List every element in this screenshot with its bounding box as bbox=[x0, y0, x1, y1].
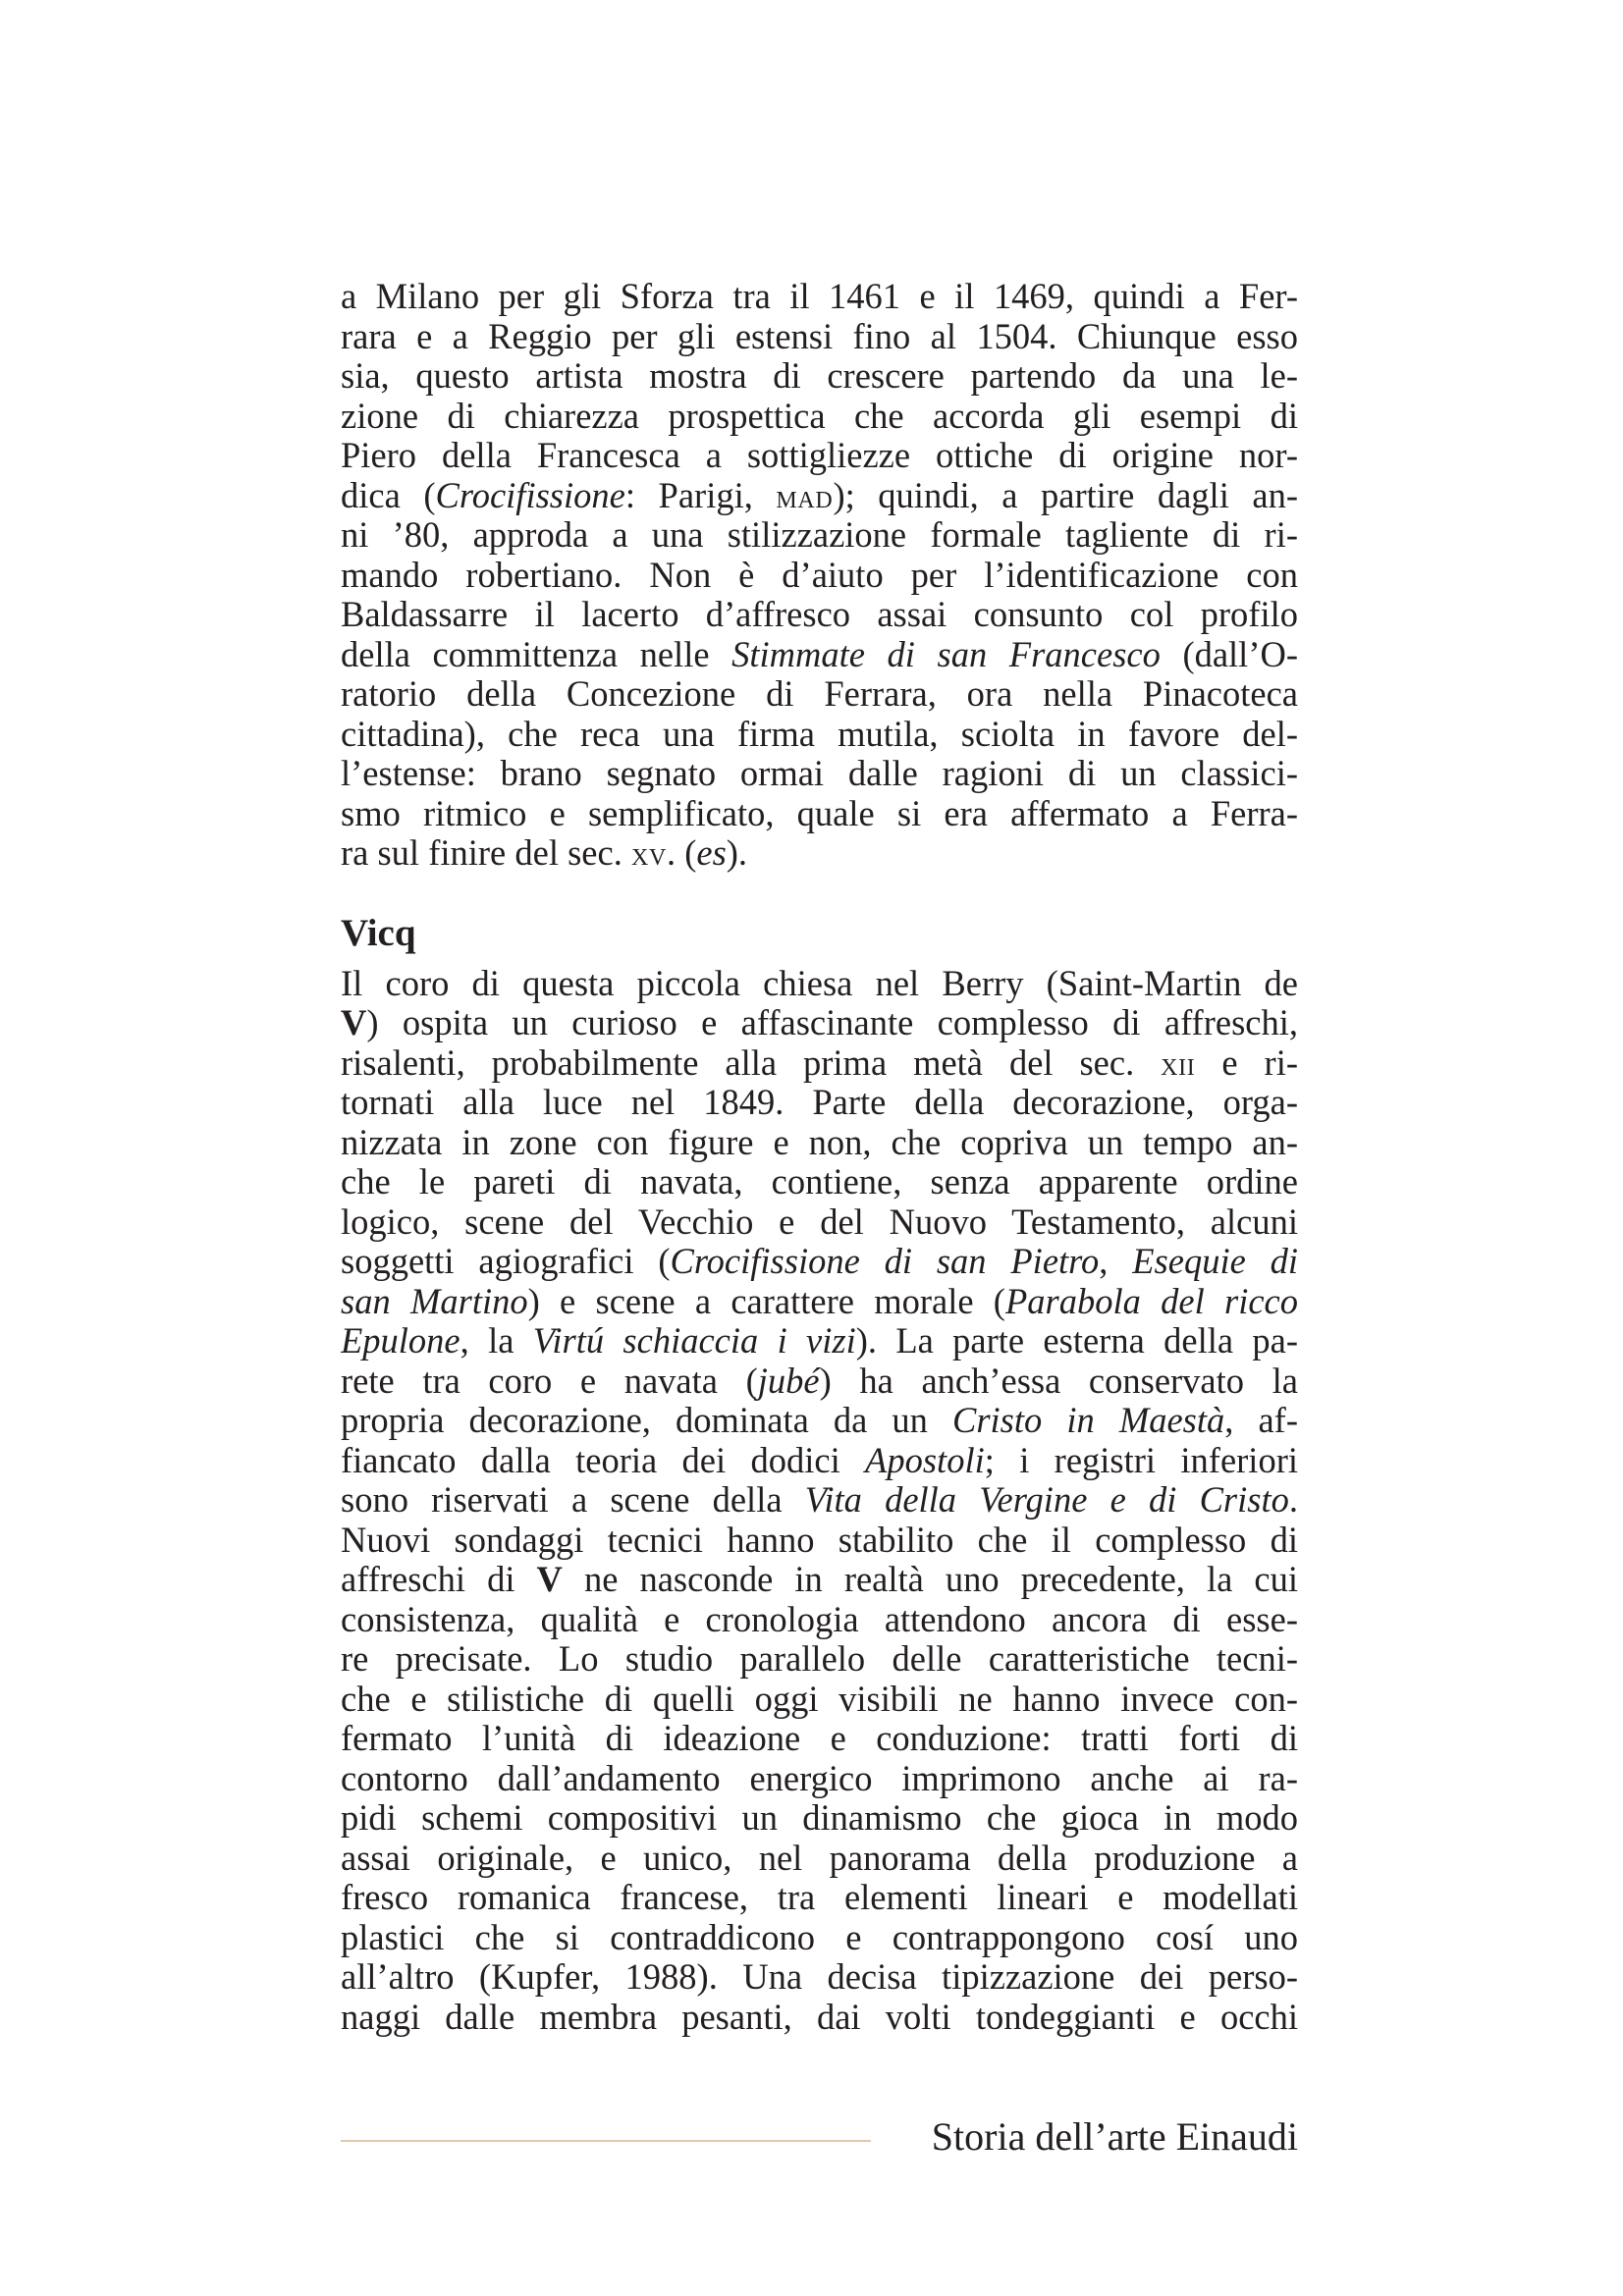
text-line: ratorio della Concezione di Ferrara, ora nella Pinacoteca bbox=[341, 674, 1298, 714]
text-run: soggetti agiografici ( bbox=[341, 1242, 671, 1281]
text-line: cittadina), che reca una firma mutila, sciolta in favore del- bbox=[341, 714, 1298, 754]
text-line: zione di chiarezza prospettica che accorda gli esempi di bbox=[341, 396, 1298, 436]
artwork-title: Crocifissione di san Pietro bbox=[670, 1242, 1100, 1281]
museum-abbreviation: mad bbox=[776, 478, 834, 515]
footer-publication-title: Storia dell’arte Einaudi bbox=[931, 2114, 1298, 2159]
text-run: della committenza nelle bbox=[341, 634, 732, 674]
author-initials: es bbox=[696, 833, 727, 873]
text-line: fermato l’unità di ideazione e conduzione: tratti forti di bbox=[341, 1719, 1298, 1758]
text-run: ) ospita un curioso e affascinante complesso di affreschi, bbox=[366, 1003, 1298, 1042]
entry-abbreviation: V bbox=[536, 1560, 563, 1599]
text-line: rara e a Reggio per gli estensi fino al 1504. Chiunque esso bbox=[341, 316, 1298, 356]
text-line: nizzata in zone con figure e non, che copriva un tempo an- bbox=[341, 1122, 1298, 1162]
text-line: Piero della Francesca a sottigliezze ottiche di origine nor- bbox=[341, 436, 1298, 475]
text-run: , af- bbox=[1224, 1401, 1298, 1440]
century-numeral: xv bbox=[630, 836, 667, 873]
text-run: e ri- bbox=[1195, 1042, 1298, 1083]
text-column bbox=[341, 277, 1298, 2037]
term: jubé bbox=[757, 1361, 820, 1401]
text-line bbox=[341, 1560, 1298, 1600]
text-line: che e stilistiche di quelli oggi visibili ne hanno invece con- bbox=[341, 1679, 1298, 1719]
text-line bbox=[341, 1282, 1298, 1322]
text-line: all’altro (Kupfer, 1988). Una decisa tipizzazione dei perso- bbox=[341, 1957, 1298, 1997]
artwork-title: Crocifissione bbox=[435, 475, 625, 515]
text-run: rete tra coro e navata ( bbox=[341, 1361, 758, 1401]
text-run: . ( bbox=[666, 833, 697, 873]
text-run: ; i registri inferiori bbox=[984, 1440, 1298, 1480]
text-run: , bbox=[1099, 1242, 1133, 1281]
text-line bbox=[341, 1321, 1298, 1362]
text-line: Baldassarre il lacerto d’affresco assai consunto col profilo bbox=[341, 595, 1298, 634]
text-run: : Parigi, bbox=[624, 475, 777, 515]
text-line: mando robertiano. Non è d’aiuto per l’identificazione con bbox=[341, 555, 1298, 595]
text-line bbox=[341, 476, 1298, 516]
text-run: ) ha anch’essa conservato la bbox=[819, 1361, 1298, 1401]
text-run: ) e scene a carattere morale ( bbox=[527, 1281, 1005, 1321]
artwork-title: Cristo in Maestà bbox=[951, 1401, 1225, 1440]
text-line: Nuovi sondaggi tecnici hanno stabilito che il complesso di bbox=[341, 1520, 1298, 1560]
entry-abbreviation: V bbox=[341, 1003, 367, 1042]
artwork-title: Virtú schiaccia i vizi bbox=[532, 1321, 856, 1361]
text-run: propria decorazione, dominata da un bbox=[341, 1401, 952, 1440]
text-line: naggi dalle membra pesanti, dai volti tondeggianti e occhi bbox=[341, 1997, 1298, 2037]
text-line bbox=[341, 635, 1298, 675]
artwork-title: Stimmate di san Francesco bbox=[731, 634, 1161, 674]
artwork-title: Vita della Vergine e di Cristo bbox=[804, 1480, 1289, 1520]
text-line: Il coro di questa piccola chiesa nel Berry (Saint-Martin de bbox=[341, 963, 1298, 1003]
footer-rule bbox=[341, 2140, 871, 2142]
entry-vicq bbox=[341, 911, 1298, 2038]
artwork-title: Esequie di bbox=[1132, 1242, 1298, 1281]
text-line bbox=[341, 1362, 1298, 1402]
text-run: ne nasconde in realtà uno precedente, la cui bbox=[562, 1560, 1298, 1599]
text-line bbox=[341, 1003, 1298, 1043]
artwork-title: san Martino bbox=[341, 1281, 528, 1321]
text-run: fiancato dalla teoria dei dodici bbox=[341, 1440, 866, 1480]
text-line: re precisate. Lo studio parallelo delle caratteristiche tecni- bbox=[341, 1639, 1298, 1679]
text-line bbox=[341, 1043, 1298, 1084]
text-run: affreschi di bbox=[341, 1560, 537, 1599]
text-run: (dall’O- bbox=[1160, 634, 1298, 674]
text-run: ). La parte esterna della pa- bbox=[855, 1321, 1298, 1361]
text-line bbox=[341, 1480, 1298, 1521]
text-line: sia, questo artista mostra di crescere partendo da una le- bbox=[341, 356, 1298, 396]
text-line bbox=[341, 1401, 1298, 1441]
artwork-title: Parabola del ricco bbox=[1004, 1281, 1298, 1321]
text-run: dica ( bbox=[341, 475, 436, 515]
text-line: pidi schemi compositivi un dinamismo che gioca in modo bbox=[341, 1798, 1298, 1838]
text-run: ). bbox=[726, 833, 748, 873]
artwork-title: Apostoli bbox=[865, 1440, 985, 1480]
text-line: logico, scene del Vecchio e del Nuovo Testamento, alcuni bbox=[341, 1201, 1298, 1242]
text-run: . bbox=[1288, 1480, 1298, 1520]
text-run: , la bbox=[460, 1321, 533, 1361]
entry-heading: Vicq bbox=[341, 911, 416, 954]
text-run: ra sul finire del sec. bbox=[341, 833, 631, 873]
text-run: risalenti, probabilmente alla prima metà del sec. bbox=[341, 1042, 1162, 1083]
text-line bbox=[341, 833, 1298, 874]
page-footer bbox=[341, 2110, 1298, 2169]
text-line bbox=[341, 1441, 1298, 1481]
text-line: a Milano per gli Sforza tra il 1461 e il 1469, quindi a Fer- bbox=[341, 277, 1298, 316]
text-line: tornati alla luce nel 1849. Parte della decorazione, orga- bbox=[341, 1083, 1298, 1122]
text-line bbox=[341, 1242, 1298, 1282]
century-numeral: xii bbox=[1161, 1045, 1196, 1083]
text-line: ni ’80, approda a una stilizzazione formale tagliente di ri- bbox=[341, 515, 1298, 555]
text-line: contorno dall’andamento energico imprimono anche ai ra- bbox=[341, 1758, 1298, 1798]
text-line: l’estense: brano segnato ormai dalle ragioni di un classici- bbox=[341, 754, 1298, 793]
text-line: fresco romanica francese, tra elementi lineari e modellati bbox=[341, 1878, 1298, 1917]
text-run: ); quindi, a partire dagli an- bbox=[833, 475, 1298, 515]
text-line: smo ritmico e semplificato, quale si era affermato a Ferra- bbox=[341, 793, 1298, 833]
text-line: assai originale, e unico, nel panorama della produzione a bbox=[341, 1838, 1298, 1878]
text-line: plastici che si contraddicono e contrappongono cosí uno bbox=[341, 1917, 1298, 1957]
artwork-title: Epulone bbox=[341, 1321, 460, 1361]
text-line: che le pareti di navata, contiene, senza apparente ordine bbox=[341, 1162, 1298, 1201]
continued-entry bbox=[341, 277, 1298, 874]
text-run: sono riservati a scene della bbox=[341, 1480, 805, 1520]
text-line: consistenza, qualità e cronologia attendono ancora di esse- bbox=[341, 1599, 1298, 1639]
